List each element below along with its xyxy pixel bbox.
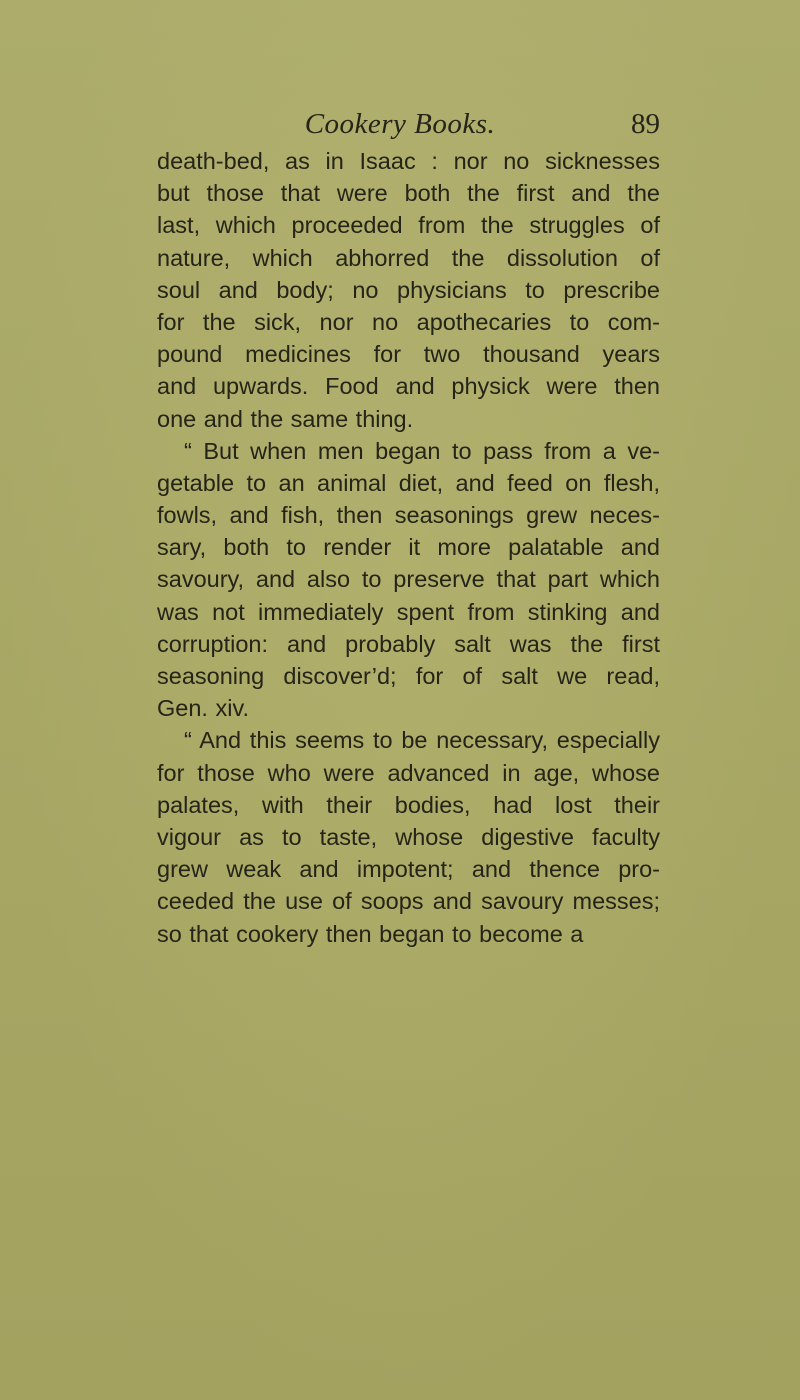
text-line: savoury, and also to preserve that part which (157, 566, 660, 593)
text-line: sary, both to render it more palatable and (157, 534, 660, 561)
text-line: so that cookery then began to become a (157, 920, 584, 947)
text-line: was not immediately spent from stinking and (157, 598, 660, 625)
text-line: fowls, and fish, then seasonings grew neces- (157, 502, 660, 529)
text-line: soul and body; no physicians to prescribe (157, 276, 660, 303)
text-line: Gen. xiv. (157, 695, 249, 722)
running-title: Cookery Books. (304, 108, 496, 140)
text-line: seasoning discover’d; for of salt we read, (157, 663, 660, 689)
text-line: and upwards. Food and physick were then (157, 373, 660, 400)
text-line: palates, with their bodies, had lost their (157, 791, 660, 818)
text-line: but those that were both the first and the (157, 180, 660, 207)
text-line: grew weak and impotent; and thence pro- (157, 856, 660, 883)
text-line: “ And this seems to be necessary, especially (184, 727, 660, 754)
text-line: corruption: and probably salt was the first (157, 630, 660, 657)
running-head (0, 102, 800, 146)
text-line: getable to an animal diet, and feed on flesh, (157, 469, 660, 496)
text-line: pound medicines for two thousand years (157, 341, 660, 368)
text-line: for those who were advanced in age, whose (157, 759, 660, 786)
page-number: 89 (631, 108, 660, 140)
text-line: death-bed, as in Isaac : nor no sicknesses (157, 148, 660, 174)
text-line: “ But when men began to pass from a ve- (184, 437, 660, 464)
text-line: vigour as to taste, whose digestive faculty (157, 823, 660, 850)
text-line: for the sick, nor no apothecaries to com- (157, 308, 660, 335)
text-line: ceeded the use of soops and savoury messes; (157, 888, 660, 915)
text-line: one and the same thing. (157, 405, 414, 432)
text-line: last, which proceeded from the struggles of (157, 212, 660, 239)
body-text (157, 145, 660, 950)
text-line: nature, which abhorred the dissolution of (157, 244, 660, 271)
